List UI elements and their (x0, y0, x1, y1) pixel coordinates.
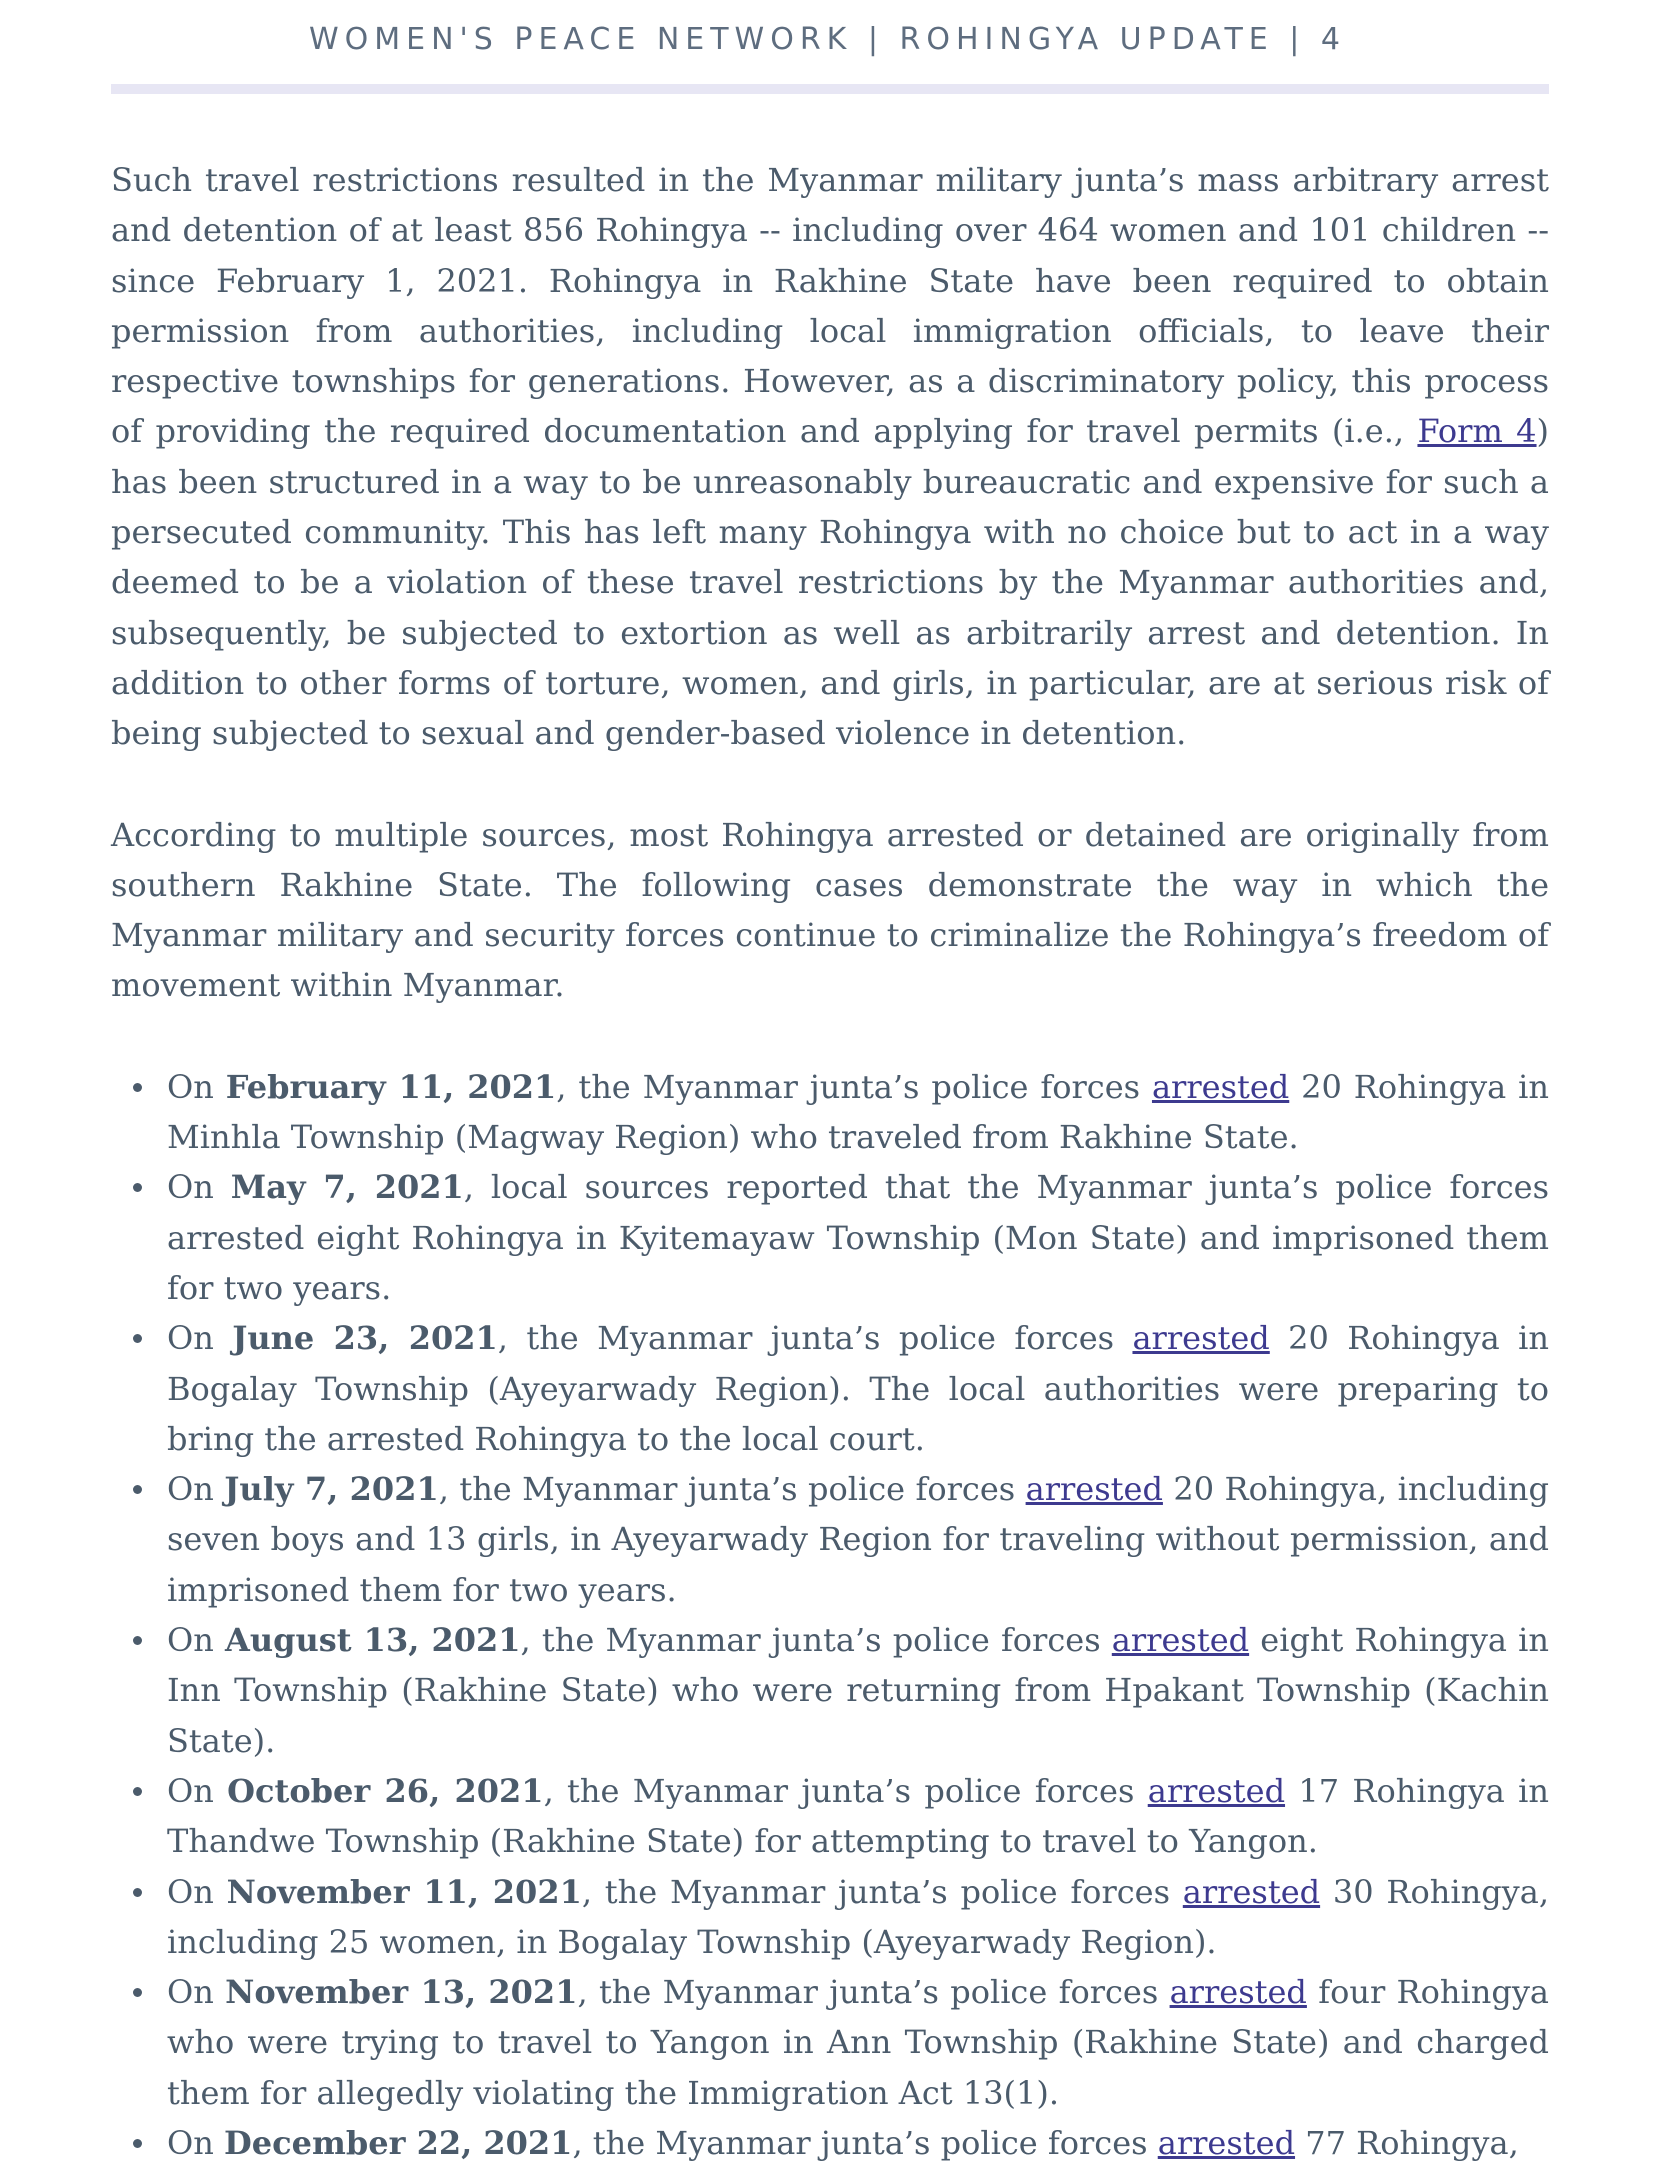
case-date: October 26, 2021 (227, 1771, 544, 1810)
paragraph-text: Such travel restrictions resulted in the Myanmar military junta’s mass arbitrary arrest and detention of at least 856 Rohingya -- including over 464 women and 101 children -- since February 1, 2021. Rohingya in Rakhine State have been required to obtain permission from authorities, including local immigration officials, to leave their respective townships for generations. However, as a discriminatory policy, this process of providing the required documentation and applying for travel permits (i.e., (111, 161, 1549, 451)
list-item: On June 23, 2021, the Myanmar junta’s police forces arrested 20 Rohingya in Bogalay Township (Ayeyarwady Region). The local authorities were preparing to bring the arrested Rohingya to the local court. (167, 1313, 1549, 1464)
arrested-link[interactable]: arrested (1132, 1319, 1270, 1358)
case-date: July 7, 2021 (224, 1470, 439, 1509)
document-body (111, 155, 1549, 2168)
case-date: February 11, 2021 (225, 1067, 557, 1106)
arrest-cases-list (111, 1062, 1549, 2168)
page-header: WOMEN'S PEACE NETWORK | ROHINGYA UPDATE | 4 (308, 22, 1347, 57)
list-item: On May 7, 2021, local sources reported that the Myanmar junta’s police forces arrested eight Rohingya in Kyitemayaw Township (Mon State) and imprisoned them for two years. (167, 1162, 1549, 1313)
case-date: June 23, 2021 (232, 1319, 498, 1358)
list-item: On February 11, 2021, the Myanmar junta’s police forces arrested 20 Rohingya in Minhla Township (Magway Region) who traveled from Rakhine State. (167, 1062, 1549, 1163)
paragraph-travel-restrictions (111, 155, 1549, 759)
paragraph-sources: According to multiple sources, most Rohingya arrested or detained are originally from southern Rakhine State. The following cases demonstrate the way in which the Myanmar military and security forces continue to criminalize the Rohingya’s freedom of movement within Myanmar. (111, 815, 1549, 1005)
list-item: On July 7, 2021, the Myanmar junta’s police forces arrested 20 Rohingya, including seven boys and 13 girls, in Ayeyarwady Region for traveling without permission, and imprisoned them for two years. (167, 1464, 1549, 1615)
arrested-link[interactable]: arrested (1151, 1067, 1290, 1106)
arrested-link[interactable]: arrested (1157, 2123, 1296, 2162)
form-4-link[interactable]: Form 4 (1417, 412, 1537, 451)
header-divider (111, 84, 1549, 94)
arrested-link[interactable]: arrested (1111, 1621, 1250, 1660)
arrested-link[interactable]: arrested (1169, 1973, 1307, 2012)
case-date: December 22, 2021 (224, 2123, 573, 2162)
list-item: On November 13, 2021, the Myanmar junta’s police forces arrested four Rohingya who were trying to travel to Yangon in Ann Township (Rakhine State) and charged them for allegedly violating the Immigration Act 13(1). (167, 1967, 1549, 2118)
case-date: November 11, 2021 (226, 1872, 582, 1911)
list-item: On August 13, 2021, the Myanmar junta’s police forces arrested eight Rohingya in Inn Township (Rakhine State) who were returning from Hpakant Township (Kachin State). (167, 1615, 1549, 1766)
case-date: May 7, 2021 (230, 1168, 464, 1207)
case-date: August 13, 2021 (225, 1621, 521, 1660)
arrested-link[interactable]: arrested (1182, 1872, 1321, 1911)
list-item: On November 11, 2021, the Myanmar junta’s police forces arrested 30 Rohingya, including 25 women, in Bogalay Township (Ayeyarwady Region). (167, 1867, 1549, 1968)
paragraph-text: ) has been structured in a way to be unreasonably bureaucratic and expensive for such a persecuted community. This has left many Rohingya with no choice but to act in a way deemed to be a violation of these travel restrictions by the Myanmar authorities and, subsequently, be subjected to extortion as well as arbitrarily arrest and detention. In addition to other forms of torture, women, and girls, in particular, are at serious risk of being subjected to sexual and gender-based violence in detention. (111, 412, 1550, 753)
list-item: On December 22, 2021, the Myanmar junta’s police forces arrested 77 Rohingya, (167, 2118, 1549, 2168)
case-date: November 13, 2021 (225, 1973, 578, 2012)
arrested-link[interactable]: arrested (1147, 1771, 1286, 1810)
list-item: On October 26, 2021, the Myanmar junta’s police forces arrested 17 Rohingya in Thandwe Township (Rakhine State) for attempting to travel to Yangon. (167, 1766, 1549, 1867)
arrested-link[interactable]: arrested (1025, 1470, 1163, 1509)
